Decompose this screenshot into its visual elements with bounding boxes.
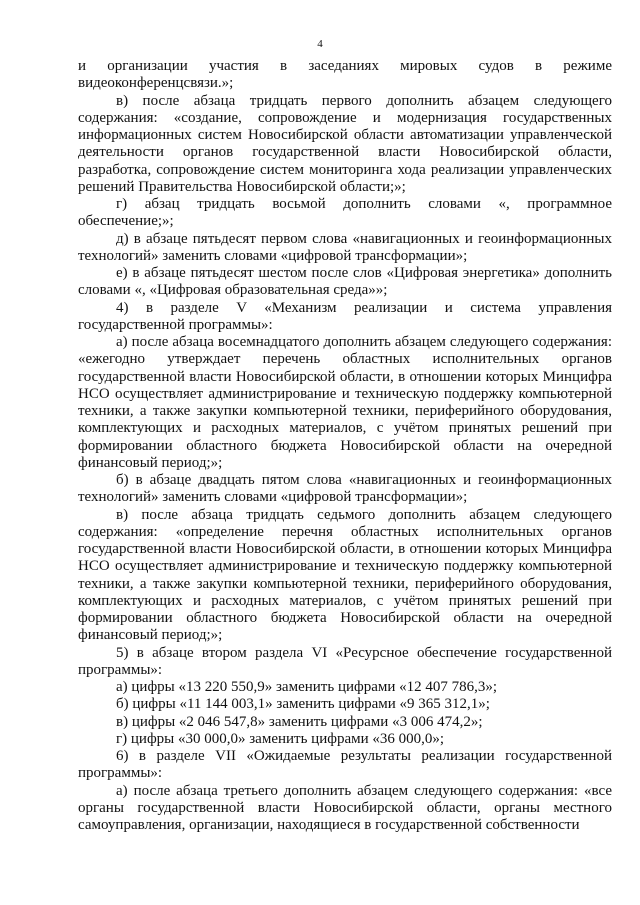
paragraph-7: а) после абзаца восемнадцатого дополнить абзацем следующего содержания: «ежегодно утверждает перечень областных исполнительных органов государственной власти Новосибирской области, в отношении которых Минцифра НСО осуществляет администрирование и техническую поддержку компьютерной техники, а также закупки компьютерной техники, периферийного оборудования, комплектующих и расходных материалов, с учётом принятых решений при формировании областного бюджета Новосибирской области на очередной финансовый период;»;	[78, 334, 612, 471]
paragraph-11: а) цифры «13 220 550,9» заменить цифрами «12 407 786,3»;	[116, 679, 498, 695]
paragraph-15: 6) в разделе VII «Ожидаемые результаты реализации государственной программы»:	[78, 748, 612, 782]
paragraph-6: 4) в разделе V «Механизм реализации и система управления государственной программы»:	[78, 299, 612, 333]
paragraph-16: а) после абзаца третьего дополнить абзацем следующего содержания: «все органы государственной власти Новосибирской области, органы местного самоуправления, организации, находящиеся в государственной собственности	[78, 782, 612, 833]
paragraph-12: б) цифры «11 144 003,1» заменить цифрами «9 365 312,1»;	[116, 696, 490, 713]
paragraph-13: в) цифры «2 046 547,8» заменить цифрами «3 006 474,2»;	[116, 713, 483, 730]
paragraph-14: г) цифры «30 000,0» заменить цифрами «36 000,0»;	[116, 730, 445, 747]
paragraph-9: в) после абзаца тридцать седьмого дополнить абзацем следующего содержания: «определение перечня областных исполнительных органов государственной власти Новосибирской области, в отношении которых Минцифра НСО осуществляет администрирование и техническую поддержку компьютерной техники, а также закупки компьютерной техники, периферийного оборудования, комплектующих и расходных материалов, с учётом принятых решений при формировании областного бюджета Новосибирской области на очередной финансовый период;»;	[78, 506, 612, 644]
paragraph-8: б) в абзаце двадцать пятом слова «навигационных и геоинформационных технологий» заменить словами «цифровой трансформации»;	[78, 472, 612, 506]
paragraph-3: г) абзац тридцать восьмой дополнить словами «, программное обеспечение;»;	[78, 196, 612, 230]
paragraph-10: 5) в абзаце втором раздела VI «Ресурсное обеспечение государственной программы»:	[78, 644, 612, 678]
page-number: 4	[317, 38, 323, 50]
paragraph-4: д) в абзаце пятьдесят первом слова «навигационных и геоинформационных технологий» заменить словами «цифровой трансформации»;	[78, 230, 612, 264]
paragraph-5: е) в абзаце пятьдесят шестом после слов «Цифровая энергетика» дополнить словами «, «Цифровая образовательная среда»»;	[78, 265, 612, 299]
paragraph-1: и организации участия в заседаниях мировых судов в режиме видеоконференцсвязи.»;	[78, 58, 612, 92]
paragraph-2: в) после абзаца тридцать первого дополнить абзацем следующего содержания: «создание, сопровождение и модернизация государственных информационных систем Новосибирской области автоматизации управленческой деятельности органов государственной власти Новосибирской области, разработка, сопровождение систем мониторинга хода реализации управленческих решений Правительства Новосибирской области;»;	[78, 92, 612, 195]
document-body	[78, 58, 612, 834]
